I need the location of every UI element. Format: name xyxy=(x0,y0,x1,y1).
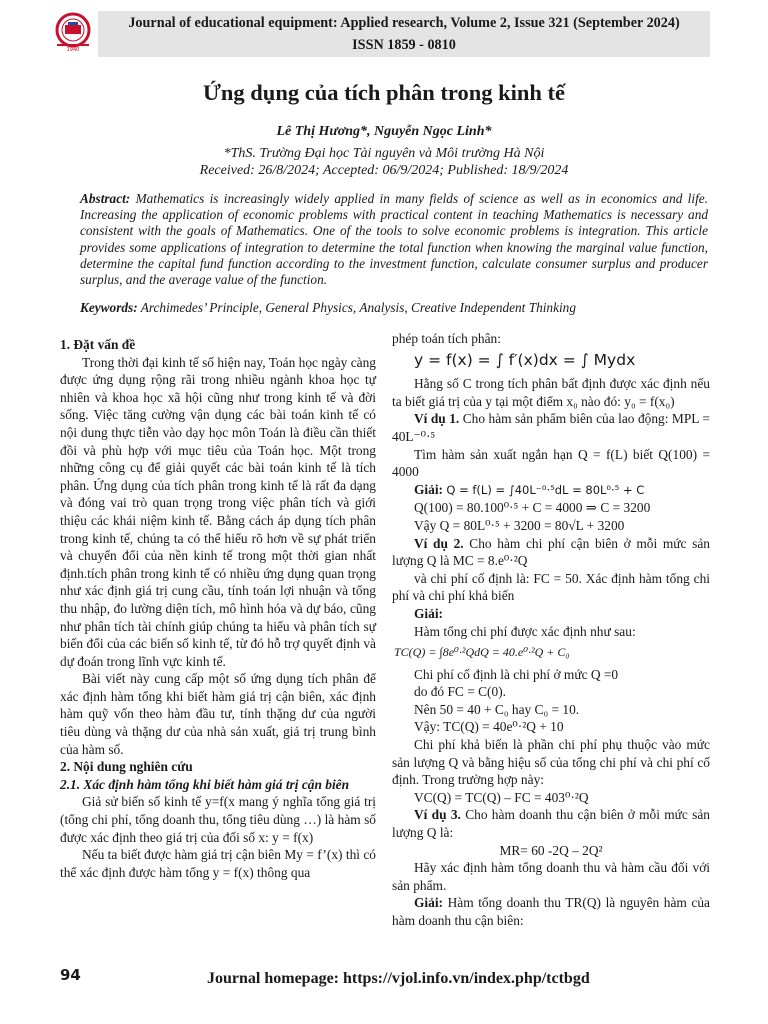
example-label: Ví dụ 2. xyxy=(414,535,464,551)
formula: Vậy: TC(Q) = 40e⁰·²Q + 10 xyxy=(414,719,564,735)
formula: MR= 60 -2Q – 2Q² xyxy=(499,842,603,858)
example-text: Cho hàm sản phẩm biên của lao động: MPL = 40L⁻⁰·⁵ xyxy=(392,411,710,444)
article-title: Ứng dụng của tích phân trong kinh tế xyxy=(203,80,565,105)
paragraph: Trong thời đại kinh tế số hiện nay, Toán học ngày càng được ứng dụng rộng rãi trong nhiều ngành khoa học tự nhiên và khoa học xã hội cũng như trong kinh tế và đời sống. Việc tăng cường vận dụng các bài toán kinh tế có nội dung thực tiễn vào dạy học môn Toán là điều cần thiết đồi và phù hợp với mục tiêu của Toán học. Một trong những công cụ để giải quyết các bài toán kinh tế là tích phân. Ứng dụng của tích phân trong kinh tế là rất đa dạng và đóng vai trò quan trọng trong việc phân tích và giới thiệu các khái niệm kinh tế. Bằng cách áp dụng tích phân trong kinh tế, chúng ta có thể hiểu rõ hơn về sự phát triển và chuyển đổi của nền kinh tế trong một thời gian nhất định.tích phân trong kinh tế có nhiều ứng dụng quan trọng như xác định giá trị cung cầu, tính toán lợi nhuận và tổng thu nhập, đo lường diện tích, mô hình hóa và dự báo, cũng như phân tích tài chính giúp chúng ta hiểu và phân tích sự biến đổi của các biến số kinh tế, từ đó hỗ trợ quyết định và dự đoán trong lĩnh vực kinh tế. xyxy=(60,354,376,669)
paragraph: Bài viết này cung cấp một số ứng dụng tích phân để xác định hàm tổng khi biết hàm giá trị cận biên, xác định hàm quỹ vốn theo hàm đầu tư, tính thặng dư của người tiêu dùng và thặng dư của nhà sản xuất, giá trị trung bình của hàm số. xyxy=(60,671,376,757)
example-1 xyxy=(392,410,710,445)
example-text: Cho hàm chi phí cận biên ở mỗi mức sản lượng Q là MC = 8.e⁰·²Q xyxy=(392,535,710,569)
formula: Q = f(L) = ∫40L⁻⁰·⁵dL = 80L⁰·⁵ + C xyxy=(446,482,645,497)
solution-text: Hàm tổng doanh thu TR(Q) là nguyên hàm của hàm doanh thu cận biên: xyxy=(392,895,710,928)
example-label: Ví dụ 1. xyxy=(414,411,460,427)
keywords xyxy=(80,300,708,316)
subsection-heading: 2.1. Xác định hàm tổng khi biết hàm giá trị cận biên xyxy=(60,776,350,792)
formula: Vậy Q = 80L⁰·⁵ + 3200 = 80√L + 3200 xyxy=(414,517,625,533)
author-affiliation: *ThS. Trường Đại học Tài nguyên và Môi trường Hà Nội xyxy=(223,146,545,161)
formula: TC(Q) = ∫8e⁰·²QdQ = 40.e⁰·²Q + C₀ xyxy=(394,645,570,660)
solution-label: Giải: xyxy=(414,481,444,497)
page-number: 94 xyxy=(60,966,81,984)
paragraph: phép toán tích phân: xyxy=(392,331,501,346)
solution-label: Giải: xyxy=(414,605,444,621)
paragraph: Hàm tổng chi phí được xác định như sau: xyxy=(414,623,636,639)
paragraph: Chi phí cố định là chi phí ở mức Q =0 xyxy=(414,666,619,682)
paragraph: Chi phí khả biến là phần chi phí phụ thuộc vào mức sản lượng Q và bằng hiệu số của tổng chi phí và chi phí cố định. Trong trường hợp này: xyxy=(392,737,710,788)
journal-citation: Journal of educational equipment: Applied research, Volume 2, Issue 321 (September 2024) xyxy=(128,15,680,31)
solution-1 xyxy=(414,481,710,500)
paragraph: do đó FC = C(0). xyxy=(414,684,506,700)
journal-header-band xyxy=(98,11,710,57)
article-authors: Lê Thị Hương*, Nguyễn Ngọc Linh* xyxy=(276,124,492,139)
publication-dates: Received: 26/8/2024; Accepted: 06/9/2024; Published: 18/9/2024 xyxy=(199,163,569,178)
section-heading-content: 2. Nội dung nghiên cứu xyxy=(60,759,193,775)
keywords-label: Keywords: xyxy=(80,300,138,315)
logo-year: 1940 xyxy=(66,47,80,52)
keywords-text: Archimedes’ Principle, General Physics, Analysis, Creative Independent Thinking xyxy=(140,300,576,315)
journal-issn: ISSN 1859 - 0810 xyxy=(352,37,456,53)
paragraph: Nên 50 = 40 + C₀ hay C₀ = 10. xyxy=(414,701,580,717)
formula-total-function: y = f(x) = ∫ f′(x)dx = ∫ Mydx xyxy=(414,350,636,369)
example-3 xyxy=(392,806,710,841)
example-2 xyxy=(392,535,710,570)
right-column xyxy=(392,330,710,930)
formula: VC(Q) = TC(Q) – FC = 403⁰·²Q xyxy=(414,789,589,805)
journal-seal-logo xyxy=(54,12,92,52)
paragraph: Hãy xác định hàm tổng doanh thu và hàm cầu đối với sản phẩm. xyxy=(392,860,710,893)
journal-homepage: Journal homepage: https://vjol.info.vn/index.php/tctbgd xyxy=(207,970,590,987)
section-heading-intro: 1. Đặt vấn đề xyxy=(60,337,136,352)
paragraph: Hằng số C trong tích phân bất định được xác định nếu ta biết giá trị của y tại một điểm x₀ nào đó: y₀ = f(x₀) xyxy=(392,376,710,409)
paragraph: Nếu ta biết được hàm giá trị cận biên My = f’(x) thì có thể xác định được hàm tổng y = f(x) thông qua xyxy=(60,847,376,880)
example-text: Cho hàm doanh thu cận biên ở mỗi mức sản lượng Q là: xyxy=(392,807,710,841)
left-column xyxy=(60,336,376,881)
paragraph: Tìm hàm sản xuất ngắn hạn Q = f(L) biết Q(100) = 4000 xyxy=(392,446,710,480)
solution-label: Giải: xyxy=(414,895,444,911)
abstract-text: Mathematics is increasingly widely applied in many fields of science as well as in economics and life. Increasing the application of economic problems with practical content in teaching Mathematics is necessary and consistent with the goals of Mathematics. One of the tools to solve economic problems is integration. This article provides some applications of integration to determine the total function when knowing the marginal value function, determine the capital fund function according to the investment function, calculate consumer surplus and producer surplus, and the average value of the function. xyxy=(80,191,708,288)
abstract-label: Abstract: xyxy=(80,191,131,206)
formula: Q(100) = 80.100⁰·⁵ + C = 4000 ⇒ C = 3200 xyxy=(414,500,651,516)
example-label: Ví dụ 3. xyxy=(414,807,461,823)
abstract xyxy=(80,191,708,288)
paragraph: Giả sử biến số kinh tế y=f(x mang ý nghĩa tổng giá trị (tổng chi phí, tổng doanh thu, tổng tiêu dùng …) là hàm số được xác định theo giá trị của đối số x: y = f(x) xyxy=(60,794,376,845)
solution-3 xyxy=(392,894,710,929)
paragraph: và chi phí cố định là: FC = 50. Xác định hàm tổng chi phí và chi phí khả biến xyxy=(392,570,710,604)
